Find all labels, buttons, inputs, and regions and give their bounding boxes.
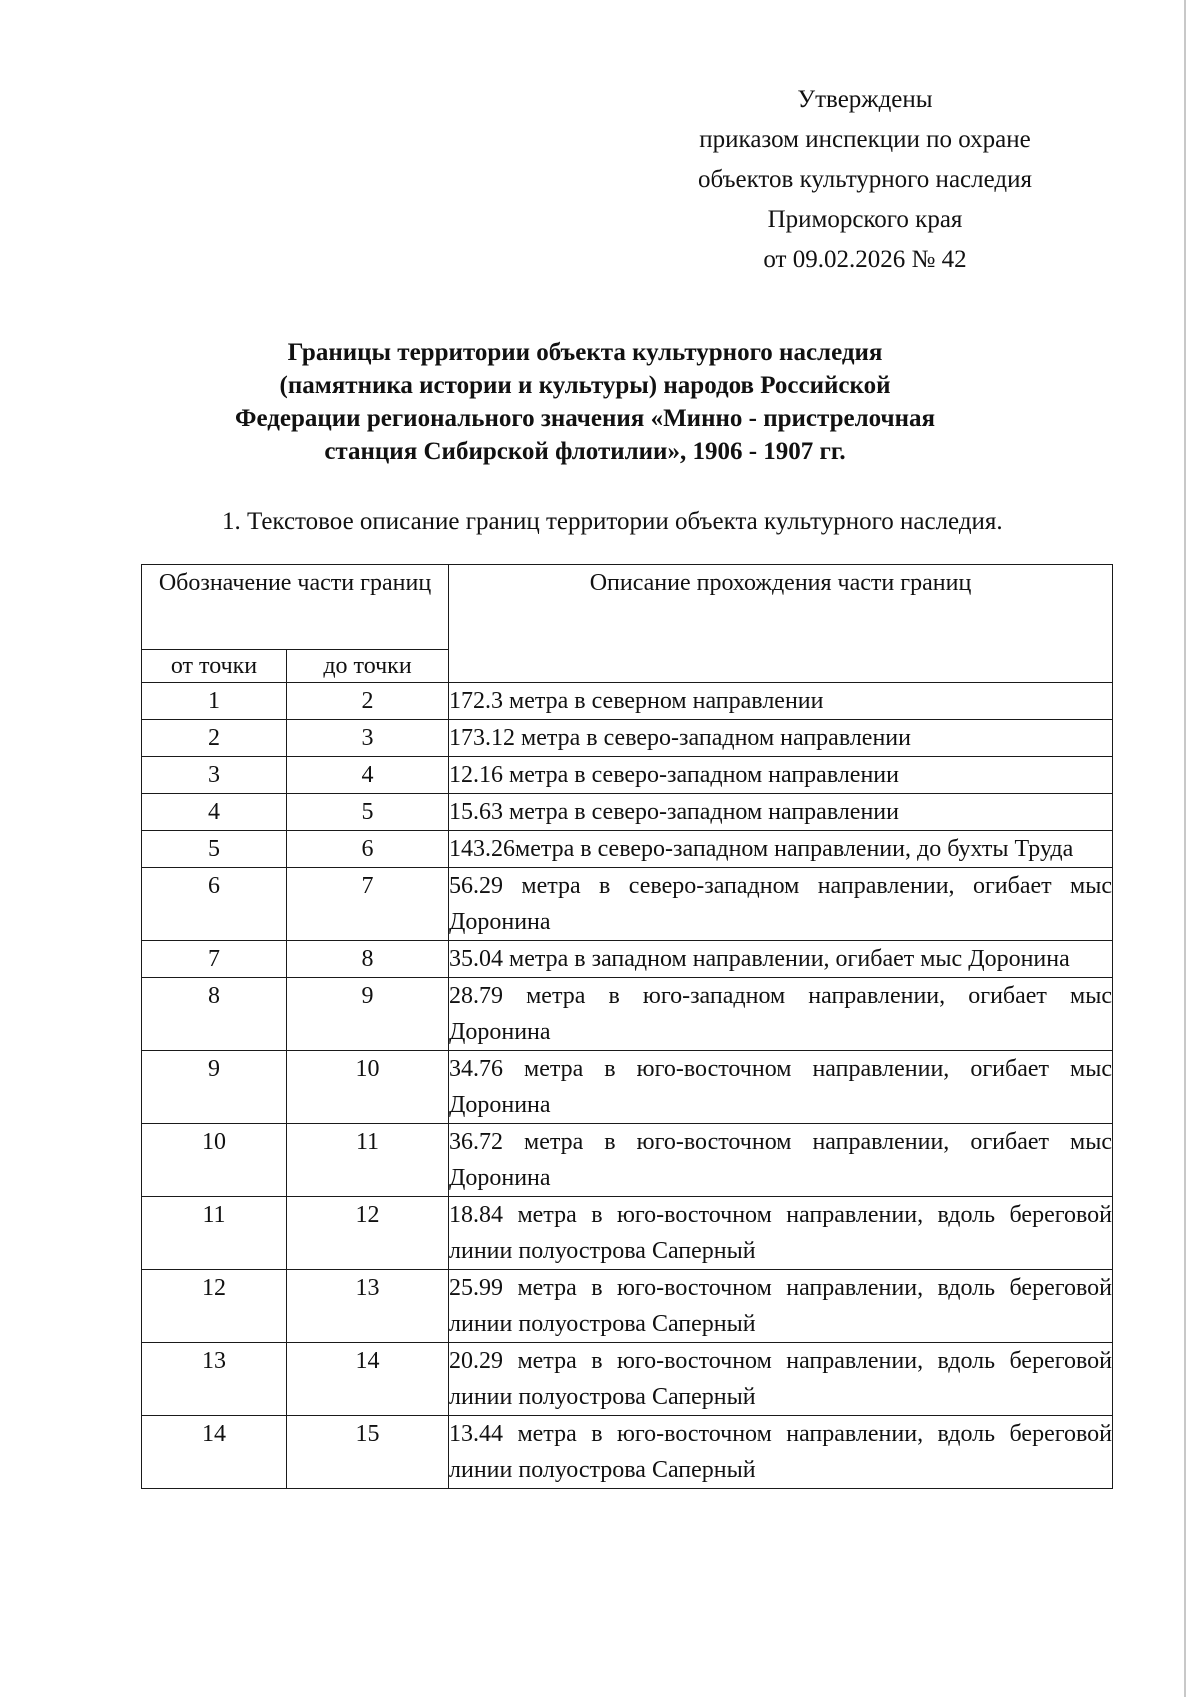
from-point-cell: 2 xyxy=(142,720,287,757)
description-cell: 13.44 метра в юго-восточном направлении, вдоль береговой линии полуострова Саперный xyxy=(449,1416,1113,1489)
table-row xyxy=(142,1416,1113,1489)
table-row xyxy=(142,978,1113,1051)
title-line: (памятника истории и культуры) народов Российской xyxy=(279,372,891,399)
table-row xyxy=(142,794,1113,831)
to-point-cell: 14 xyxy=(287,1343,449,1416)
from-point-cell: 11 xyxy=(142,1197,287,1270)
boundaries-table xyxy=(141,564,1113,1489)
approval-line: приказом инспекции по охране xyxy=(699,126,1031,153)
description-cell: 35.04 метра в западном направлении, огибает мыс Доронина xyxy=(449,941,1113,978)
table-row xyxy=(142,1124,1113,1197)
table-row xyxy=(142,1343,1113,1416)
to-point-cell: 7 xyxy=(287,868,449,941)
from-point-cell: 5 xyxy=(142,831,287,868)
from-point-cell: 12 xyxy=(142,1270,287,1343)
to-point-cell: 10 xyxy=(287,1051,449,1124)
to-point-cell: 5 xyxy=(287,794,449,831)
description-cell: 25.99 метра в юго-восточном направлении, вдоль береговой линии полуострова Саперный xyxy=(449,1270,1113,1343)
table-row xyxy=(142,941,1113,978)
description-cell: 18.84 метра в юго-восточном направлении, вдоль береговой линии полуострова Саперный xyxy=(449,1197,1113,1270)
table-row xyxy=(142,1051,1113,1124)
from-point-cell: 3 xyxy=(142,757,287,794)
description-cell: 173.12 метра в северо-западном направлении xyxy=(449,720,1113,757)
to-point-cell: 3 xyxy=(287,720,449,757)
table-row xyxy=(142,720,1113,757)
to-point-cell: 12 xyxy=(287,1197,449,1270)
to-point-cell: 15 xyxy=(287,1416,449,1489)
title-line: Федерации регионального значения «Минно - пристрелочная xyxy=(234,405,936,432)
header-description: Описание прохождения части границ xyxy=(449,565,1113,683)
approval-line: Приморского края xyxy=(767,206,963,233)
description-cell: 12.16 метра в северо-западном направлении xyxy=(449,757,1113,794)
table-row xyxy=(142,757,1113,794)
document-title xyxy=(160,336,1010,468)
to-point-cell: 13 xyxy=(287,1270,449,1343)
table-row xyxy=(142,868,1113,941)
title-line: станция Сибирской флотилии», 1906 - 1907 гг. xyxy=(324,438,846,465)
to-point-cell: 6 xyxy=(287,831,449,868)
approval-block xyxy=(640,80,1090,280)
to-point-cell: 9 xyxy=(287,978,449,1051)
table-row xyxy=(142,1197,1113,1270)
from-point-cell: 1 xyxy=(142,683,287,720)
from-point-cell: 6 xyxy=(142,868,287,941)
to-point-cell: 4 xyxy=(287,757,449,794)
description-cell: 34.76 метра в юго-восточном направлении, огибает мыс Доронина xyxy=(449,1051,1113,1124)
description-cell: 172.3 метра в северном направлении xyxy=(449,683,1113,720)
table-row xyxy=(142,683,1113,720)
from-point-cell: 4 xyxy=(142,794,287,831)
description-cell: 28.79 метра в юго-западном направлении, огибает мыс Доронина xyxy=(449,978,1113,1051)
description-cell: 143.26метра в северо-западном направлении, до бухты Труда xyxy=(449,831,1113,868)
approval-line: Утверждены xyxy=(797,86,933,113)
table-row xyxy=(142,831,1113,868)
description-cell: 15.63 метра в северо-западном направлении xyxy=(449,794,1113,831)
from-point-cell: 7 xyxy=(142,941,287,978)
approval-date-line: от 09.02.2026 № 42 xyxy=(763,246,967,273)
to-point-cell: 2 xyxy=(287,683,449,720)
from-point-cell: 8 xyxy=(142,978,287,1051)
from-point-cell: 13 xyxy=(142,1343,287,1416)
description-cell: 36.72 метра в юго-восточном направлении, огибает мыс Доронина xyxy=(449,1124,1113,1197)
from-point-cell: 14 xyxy=(142,1416,287,1489)
header-boundary-part: Обозначение части границ xyxy=(142,565,449,650)
table-row xyxy=(142,1270,1113,1343)
page-edge xyxy=(1184,0,1186,1697)
description-cell: 56.29 метра в северо-западном направлении, огибает мыс Доронина xyxy=(449,868,1113,941)
approval-line: объектов культурного наследия xyxy=(698,166,1032,193)
header-to-point: до точки xyxy=(287,650,449,683)
section-heading: 1. Текстовое описание границ территории объекта культурного наследия. xyxy=(222,508,1003,535)
from-point-cell: 10 xyxy=(142,1124,287,1197)
to-point-cell: 8 xyxy=(287,941,449,978)
to-point-cell: 11 xyxy=(287,1124,449,1197)
header-from-point: от точки xyxy=(142,650,287,683)
description-cell: 20.29 метра в юго-восточном направлении, вдоль береговой линии полуострова Саперный xyxy=(449,1343,1113,1416)
title-line: Границы территории объекта культурного наследия xyxy=(287,339,883,366)
from-point-cell: 9 xyxy=(142,1051,287,1124)
